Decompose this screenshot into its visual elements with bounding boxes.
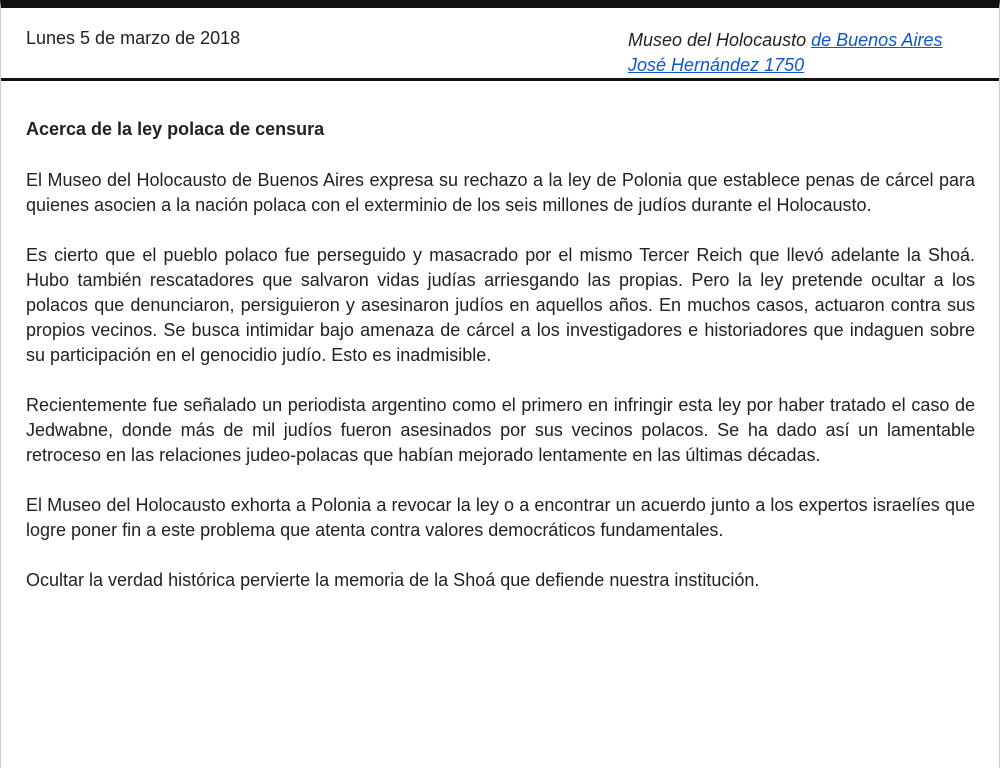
venue-address-link[interactable]: José Hernández 1750: [628, 55, 805, 75]
venue-name: Museo del Holocausto: [628, 30, 807, 50]
paragraph-4: El Museo del Holocausto exhorta a Polonia a revocar la ley o a encontrar un acuerdo junto a los expertos israelíes que logre poner fin a este problema que atenta contra valores democráticos fundamentales.: [26, 495, 975, 540]
paragraph-3: Recientemente fue señalado un periodista argentino como el primero en infringir esta ley por haber tratado el caso de Jedwabne, donde más de mil judíos fueron asesinados por sus vecinos polacos. Se ha dado así un lamentable retroceso en las relaciones judeo-polacas que habían mejorado lentamente en las últimas décadas.: [26, 395, 975, 465]
venue-city-link[interactable]: de Buenos Aires: [811, 30, 943, 50]
paragraph-2: Es cierto que el pueblo polaco fue perseguido y masacrado por el mismo Tercer Reich que llevó adelante la Shoá. Hubo también rescatadores que salvaron vidas judías arriesgando las propias. Pero la ley pretende ocultar a los polacos que denunciaron, persiguieron y asesinaron judíos en aquellos años. En muchos casos, actuaron contra sus propios vecinos. Se busca intimidar bajo amenaza de cárcel a los investigadores e historiadores que indaguen sobre su participación en el genocidio judío. Esto es inadmisible.: [26, 245, 975, 365]
article-content: [1, 81, 999, 593]
header: [1, 8, 999, 81]
paragraph-5: Ocultar la verdad histórica pervierte la memoria de la Shoá que defiende nuestra institución.: [26, 570, 760, 590]
article-title: Acerca de la ley polaca de censura: [26, 119, 325, 139]
venue-block: [628, 28, 943, 78]
paragraph-1: El Museo del Holocausto de Buenos Aires expresa su rechazo a la ley de Polonia que establece penas de cárcel para quienes asocien a la nación polaca con el exterminio de los seis millones de judíos durante el Holocausto.: [26, 170, 975, 215]
date-text: Lunes 5 de marzo de 2018: [26, 28, 241, 48]
